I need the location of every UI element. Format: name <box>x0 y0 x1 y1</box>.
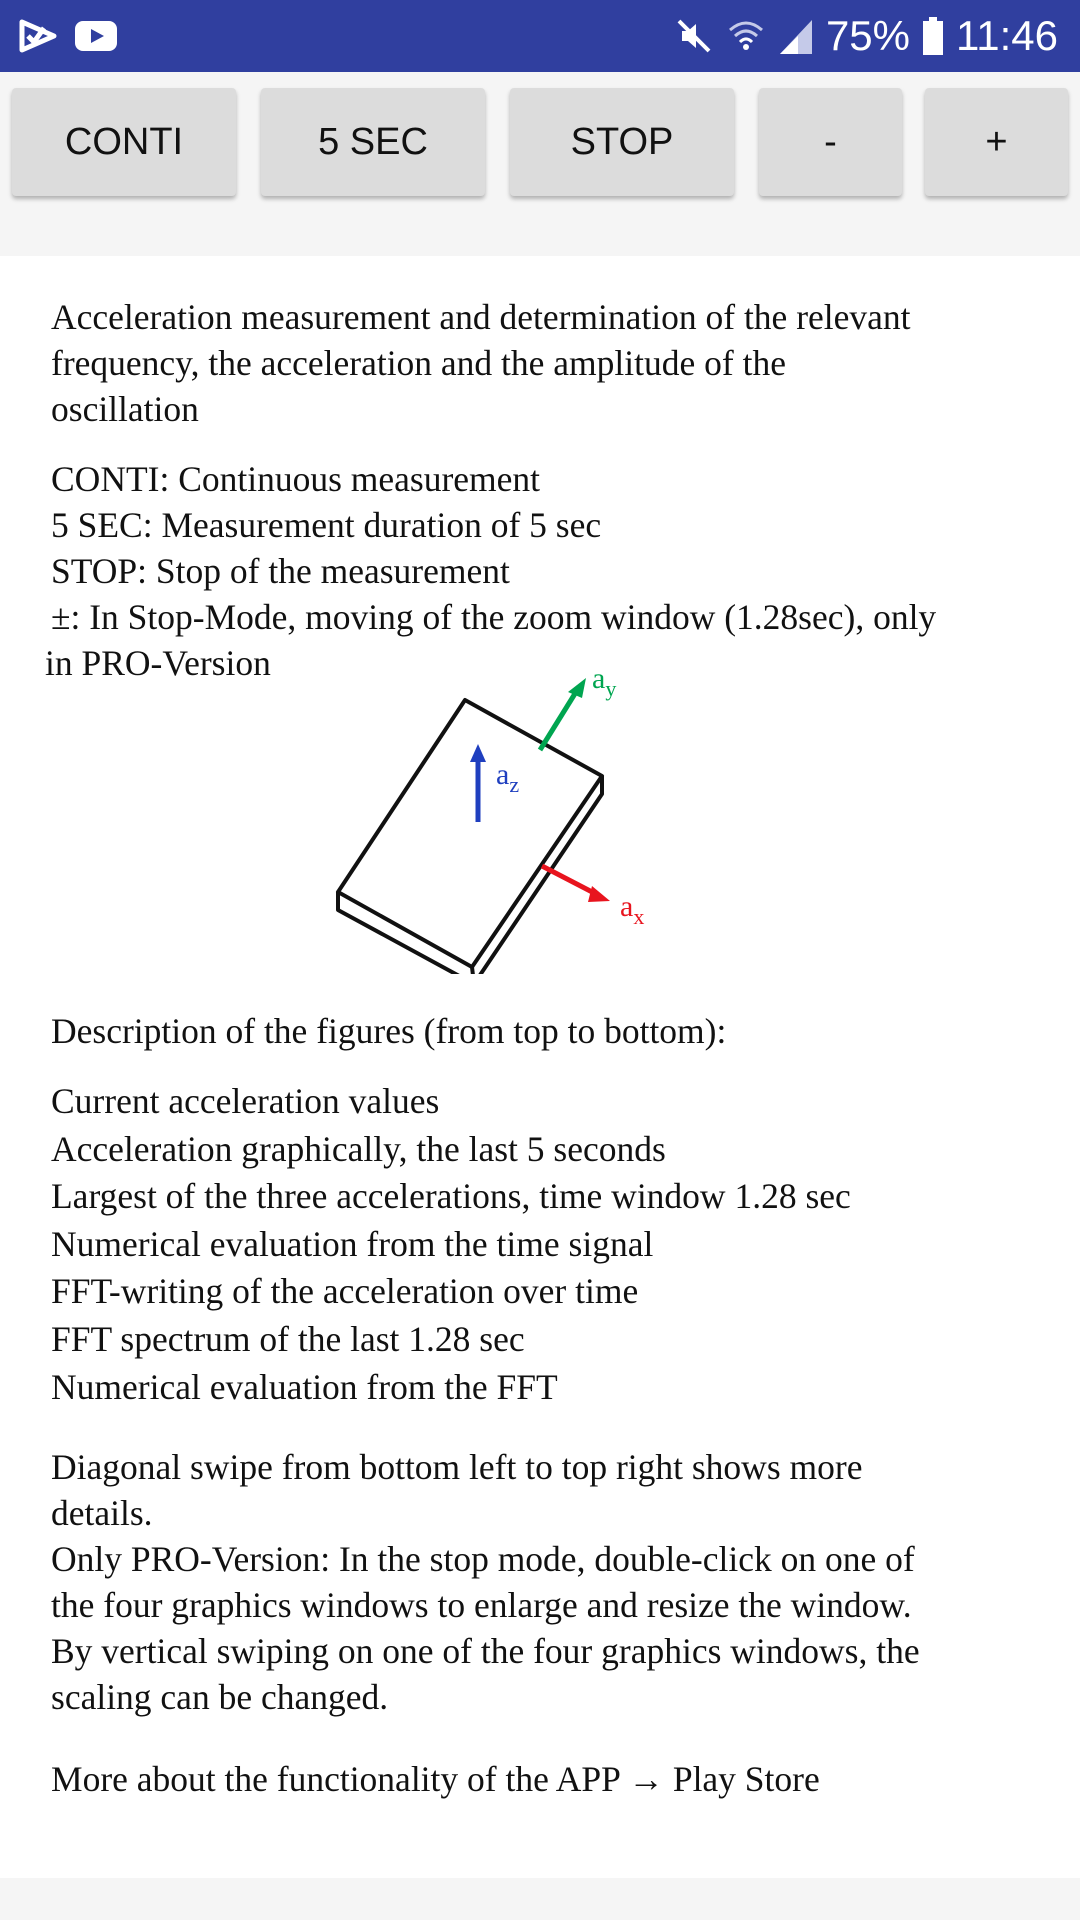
stop-button[interactable]: STOP <box>510 88 734 196</box>
axes-diagram <box>300 654 700 974</box>
status-left-icons <box>18 16 118 56</box>
plus-button[interactable]: + <box>925 88 1068 196</box>
more-info <box>51 1756 1051 1802</box>
ax-label: $a_x$ <box>620 890 645 929</box>
wifi-icon <box>726 16 766 56</box>
battery-icon <box>922 16 944 56</box>
more-info-text[interactable]: More about the functionality of the APP → Play Store <box>51 1759 820 1799</box>
intro-line: oscillation <box>51 389 199 429</box>
status-right <box>674 0 1058 72</box>
mode-line: 5 SEC: Measurement duration of 5 sec <box>51 505 602 545</box>
details-line: Diagonal swipe from bottom left to top right shows more <box>51 1447 863 1487</box>
details-line: the four graphics windows to enlarge and resize the window. <box>51 1585 912 1625</box>
intro-line: Acceleration measurement and determination of the relevant <box>51 297 911 337</box>
status-bar <box>0 0 1080 72</box>
mode-line: CONTI: Continuous measurement <box>51 459 541 499</box>
az-label: $a_z$ <box>496 758 520 797</box>
figures-list <box>51 1078 1051 1411</box>
details-line: By vertical swiping on one of the four graphics windows, the <box>51 1631 920 1671</box>
five-sec-button[interactable]: 5 SEC <box>261 88 485 196</box>
intro-paragraph <box>51 294 1051 432</box>
details-paragraph <box>51 1444 1051 1720</box>
figure-item: Largest of the three accelerations, time window 1.28 sec <box>51 1176 851 1217</box>
play-check-icon <box>18 16 58 56</box>
intro-line: frequency, the acceleration and the amplitude of the <box>51 343 786 383</box>
signal-icon <box>778 16 814 56</box>
toolbar <box>0 72 1080 256</box>
device-box <box>338 700 602 974</box>
ay-arrow <box>540 678 586 750</box>
figure-item: FFT spectrum of the last 1.28 sec <box>51 1318 525 1359</box>
battery-percentage: 75% <box>825 12 910 59</box>
figure-item: Numerical evaluation from the time signal <box>51 1223 654 1264</box>
mode-line: STOP: Stop of the measurement <box>51 551 510 591</box>
clock: 11:46 <box>956 12 1058 59</box>
figures-title <box>51 1008 1051 1054</box>
ax-arrow <box>542 866 610 902</box>
figures-title-text: Description of the figures (from top to bottom): <box>51 1011 727 1051</box>
figure-item: FFT-writing of the acceleration over time <box>51 1271 639 1312</box>
details-line: details. <box>51 1493 153 1533</box>
mode-line: in PRO-Version <box>45 643 271 683</box>
figure-item: Current acceleration values <box>51 1081 440 1121</box>
help-content <box>0 256 1080 1878</box>
minus-button[interactable]: - <box>759 88 902 196</box>
details-line: scaling can be changed. <box>51 1677 389 1717</box>
figure-item: Acceleration graphically, the last 5 seconds <box>51 1128 666 1169</box>
details-line: Only PRO-Version: In the stop mode, double-click on one of <box>51 1539 915 1579</box>
modes-paragraph <box>45 456 1061 686</box>
figure-item: Numerical evaluation from the FFT <box>51 1366 558 1407</box>
mute-icon <box>674 16 714 56</box>
ay-label: $a_y$ <box>592 662 617 701</box>
youtube-icon <box>74 19 118 53</box>
mode-line: ±: In Stop-Mode, moving of the zoom window (1.28sec), only <box>51 597 937 637</box>
conti-button[interactable]: CONTI <box>12 88 236 196</box>
